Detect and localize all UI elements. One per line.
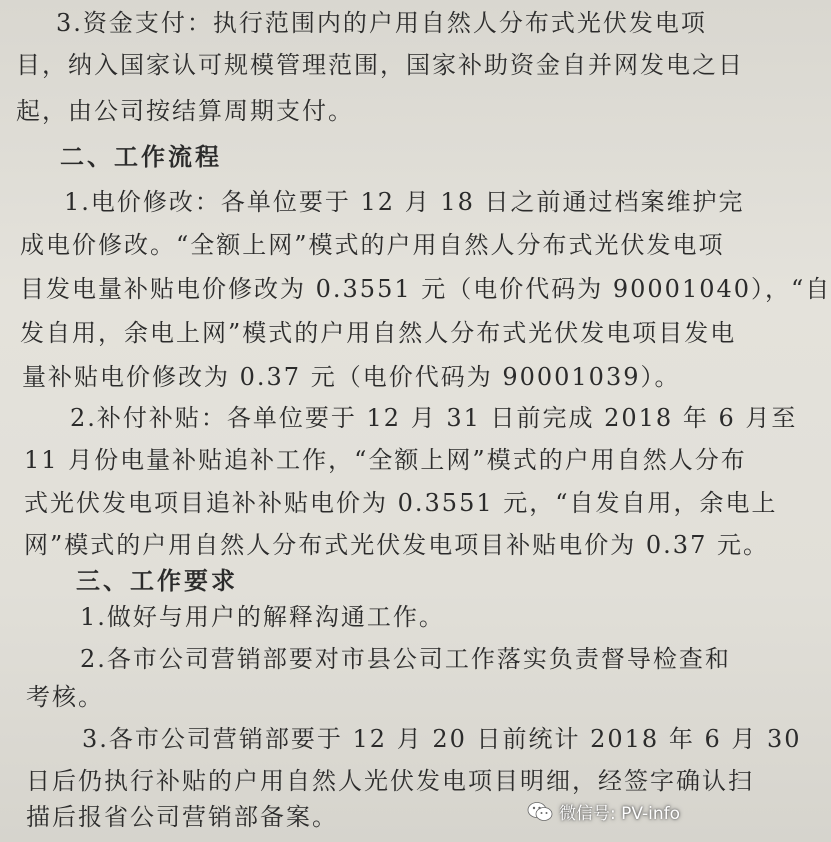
watermark xyxy=(527,799,680,824)
section-heading-2: 二、工作流程 xyxy=(60,142,222,171)
doc-line-16: 2.各市公司营销部要对市县公司工作落实负责督导检查和 xyxy=(80,645,731,673)
doc-line-15: 1.做好与用户的解释沟通工作。 xyxy=(80,603,445,631)
doc-line-7: 目发电量补贴电价修改为 0.3551 元（电价代码为 90001040），“自 xyxy=(20,275,831,303)
section-heading-3: 三、工作要求 xyxy=(76,566,238,595)
doc-line-6: 成电价修改。“全额上网”模式的户用自然人分布式光伏发电项 xyxy=(20,231,725,259)
doc-line-5: 1.电价修改：各单位要于 12 月 18 日之前通过档案维护完 xyxy=(64,188,745,216)
doc-line-3: 起，由公司按结算周期支付。 xyxy=(16,97,354,125)
doc-line-10: 2.补付补贴：各单位要于 12 月 31 日前完成 2018 年 6 月至 xyxy=(70,404,798,432)
doc-line-18: 3.各市公司营销部要于 12 月 20 日前统计 2018 年 6 月 30 xyxy=(82,725,802,753)
doc-line-1: 3.资金支付：执行范围内的户用自然人分布式光伏发电项 xyxy=(56,9,707,37)
doc-line-12: 式光伏发电项目追补补贴电价为 0.3551 元，“自发自用，余电上 xyxy=(24,489,778,517)
doc-line-2: 目，纳入国家认可规模管理范围，国家补助资金自并网发电之日 xyxy=(16,51,744,79)
doc-line-8: 发自用，余电上网”模式的户用自然人分布式光伏发电项目发电 xyxy=(20,319,737,347)
doc-line-13: 网”模式的户用自然人分布式光伏发电项目补贴电价为 0.37 元。 xyxy=(24,531,769,559)
watermark-text: 微信号: PV-info xyxy=(558,804,680,824)
wechat-icon xyxy=(527,801,553,823)
doc-line-20: 描后报省公司营销部备案。 xyxy=(26,803,338,831)
doc-line-9: 量补贴电价修改为 0.37 元（电价代码为 90001039）。 xyxy=(22,363,681,391)
doc-line-17: 考核。 xyxy=(26,683,104,711)
doc-line-19: 日后仍执行补贴的户用自然人光伏发电项目明细，经签字确认扫 xyxy=(26,767,754,795)
doc-line-11: 11 月份电量补贴追补工作，“全额上网”模式的户用自然人分布 xyxy=(24,446,747,474)
